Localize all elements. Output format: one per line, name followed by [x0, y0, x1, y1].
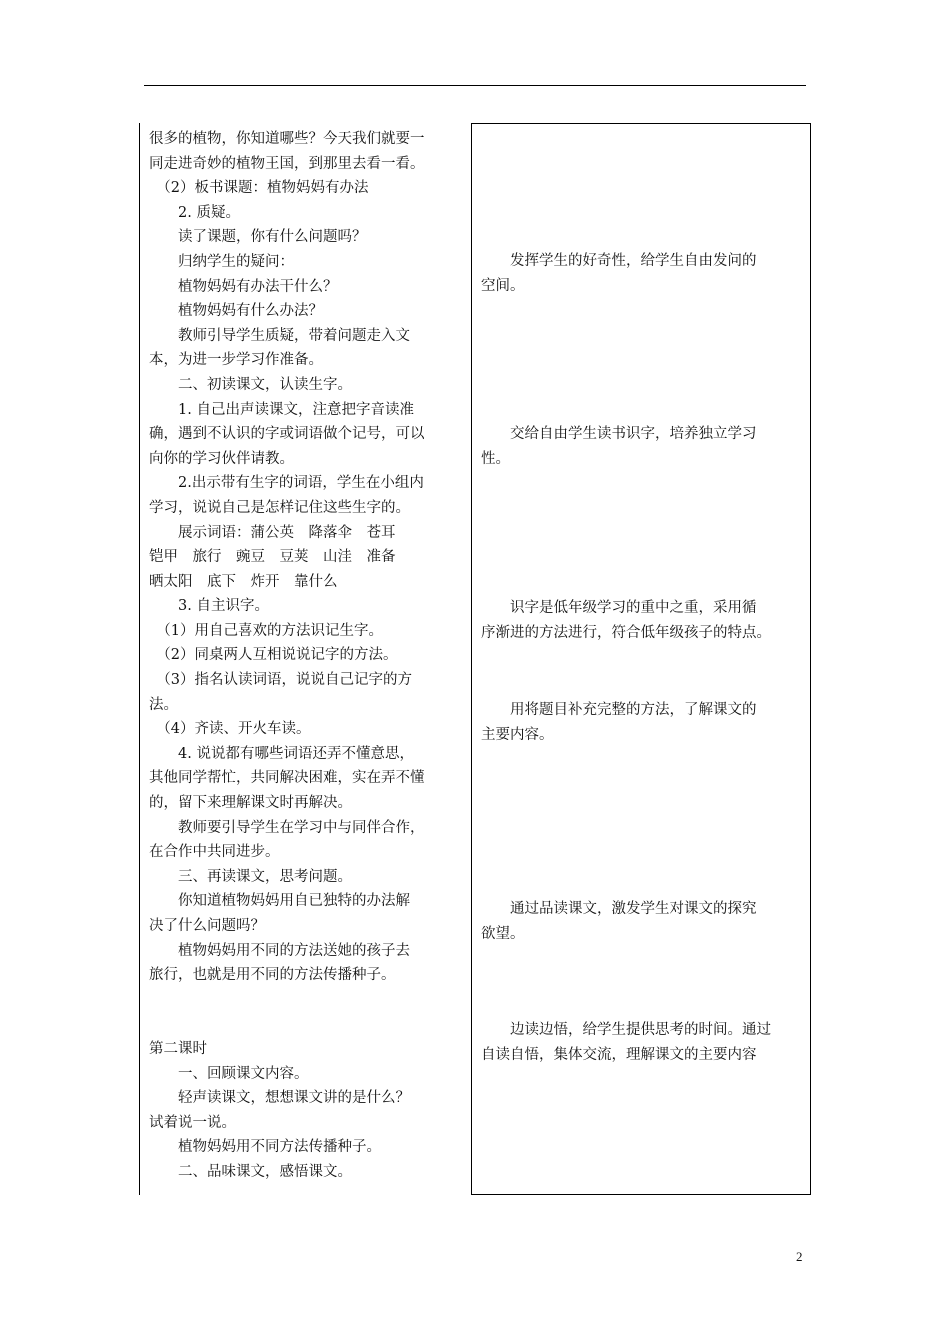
lesson-line: 教师引导学生质疑，带着问题走入文	[149, 327, 410, 344]
lesson-line: 的，留下来理解课文时再解决。	[149, 795, 352, 812]
lesson-line: 2.出示带有生字的词语，学生在小组内	[149, 475, 424, 492]
lesson-line: 教师要引导学生在学习中与同伴合作，	[149, 819, 425, 836]
design-note-3	[481, 596, 806, 645]
design-note-6	[481, 1018, 806, 1067]
lesson-line: 三、再读课文，思考问题。	[149, 868, 352, 885]
left-cell-border	[139, 123, 140, 1195]
note-line: 识字是低年级学习的重中之重，采用循	[481, 600, 757, 616]
design-note-1	[481, 249, 806, 298]
lesson-line: 3. 自主识字。	[149, 598, 269, 615]
lesson-line: 本，为进一步学习作准备。	[149, 352, 323, 369]
lesson-line: 学习，说说自己是怎样记住这些生字的。	[149, 499, 410, 516]
lesson-line: 读了课题，你有什么问题吗？	[149, 229, 367, 246]
page-number: 2	[796, 1249, 803, 1264]
lesson-line: （1）用自己喜欢的方法识记生字。	[149, 622, 383, 639]
lesson-line: 旅行，也就是用不同的方法传播种子。	[149, 967, 396, 984]
note-line: 用将题目补充完整的方法，了解课文的	[481, 702, 757, 718]
note-line: 发挥学生的好奇性，给学生自由发问的	[481, 253, 757, 269]
note-line: 主要内容。	[481, 726, 554, 743]
lesson-line: 法。	[149, 696, 178, 713]
lesson-line: 在合作中共同进步。	[149, 844, 280, 861]
teaching-process-column	[149, 127, 467, 1185]
lesson-line: 展示词语：蒲公英 降落伞 苍耳	[149, 524, 396, 541]
lesson-line: 二、初读课文，认读生字。	[149, 376, 352, 393]
lesson-line	[149, 988, 467, 1013]
note-line: 空间。	[481, 277, 525, 294]
lesson-line: 确，遇到不认识的字或词语做个记号，可以	[149, 426, 425, 443]
design-note-5	[481, 897, 806, 946]
lesson-line: 很多的植物，你知道哪些？今天我们就要一	[149, 131, 425, 147]
lesson-line: 植物妈妈用不同的方法送她的孩子去	[149, 942, 410, 959]
lesson-line: 2. 质疑。	[149, 204, 240, 221]
lesson-line: 植物妈妈有什么办法？	[149, 303, 323, 320]
note-line: 通过品读课文，激发学生对课文的探究	[481, 901, 757, 917]
lesson-line: （2）同桌两人互相说说记字的方法。	[149, 647, 398, 664]
lesson-line: 第二课时	[149, 1040, 207, 1057]
design-note-2	[481, 422, 806, 471]
note-line: 边读边悟，给学生提供思考的时间。通过	[481, 1022, 771, 1038]
design-intent-column	[471, 123, 811, 1195]
design-note-4	[481, 698, 806, 747]
lesson-line: 植物妈妈用不同方法传播种子。	[149, 1139, 381, 1156]
lesson-line	[149, 1012, 467, 1037]
note-line: 欲望。	[481, 925, 525, 942]
lesson-line: 归纳学生的疑问：	[149, 253, 294, 270]
lesson-table	[139, 123, 811, 1195]
lesson-line: （4）齐读、开火车读。	[149, 721, 311, 738]
lesson-line: 二、品味课文，感悟课文。	[149, 1163, 352, 1180]
lesson-line: 晒太阳 底下 炸开 靠什么	[149, 573, 338, 590]
lesson-line: 决了什么问题吗？	[149, 918, 265, 934]
lesson-line: 铠甲 旅行 豌豆 豆荚 山洼 准备	[149, 549, 396, 566]
lesson-line: 轻声读课文，想想课文讲的是什么？	[149, 1090, 410, 1107]
lesson-line: （3）指名认读词语，说说自己记字的方	[149, 672, 412, 689]
note-line: 自读自悟，集体交流，理解课文的主要内容	[481, 1046, 757, 1063]
lesson-line: 你知道植物妈妈用自已独特的办法解	[149, 893, 410, 910]
note-line: 序渐进的方法进行，符合低年级孩子的特点。	[481, 624, 771, 641]
note-line: 交给自由学生读书识字，培养独立学习	[481, 426, 757, 442]
lesson-line: 1. 自己出声读课文，注意把字音读准	[149, 401, 414, 418]
lesson-line: 同走进奇妙的植物王国，到那里去看一看。	[149, 155, 425, 172]
lesson-line: （2）板书课题：植物妈妈有办法	[149, 180, 369, 197]
lesson-line: 向你的学习伙伴请教。	[149, 450, 294, 467]
lesson-line: 其他同学帮忙，共同解决困难，实在弄不懂	[149, 770, 425, 787]
lesson-line: 一、回顾课文内容。	[149, 1065, 309, 1082]
lesson-line: 4. 说说都有哪些词语还弄不懂意思，	[149, 745, 414, 762]
lesson-line: 试着说一说。	[149, 1114, 236, 1131]
header-rule	[144, 85, 806, 86]
note-line: 性。	[481, 450, 510, 467]
lesson-line: 植物妈妈有办法干什么？	[149, 278, 338, 295]
